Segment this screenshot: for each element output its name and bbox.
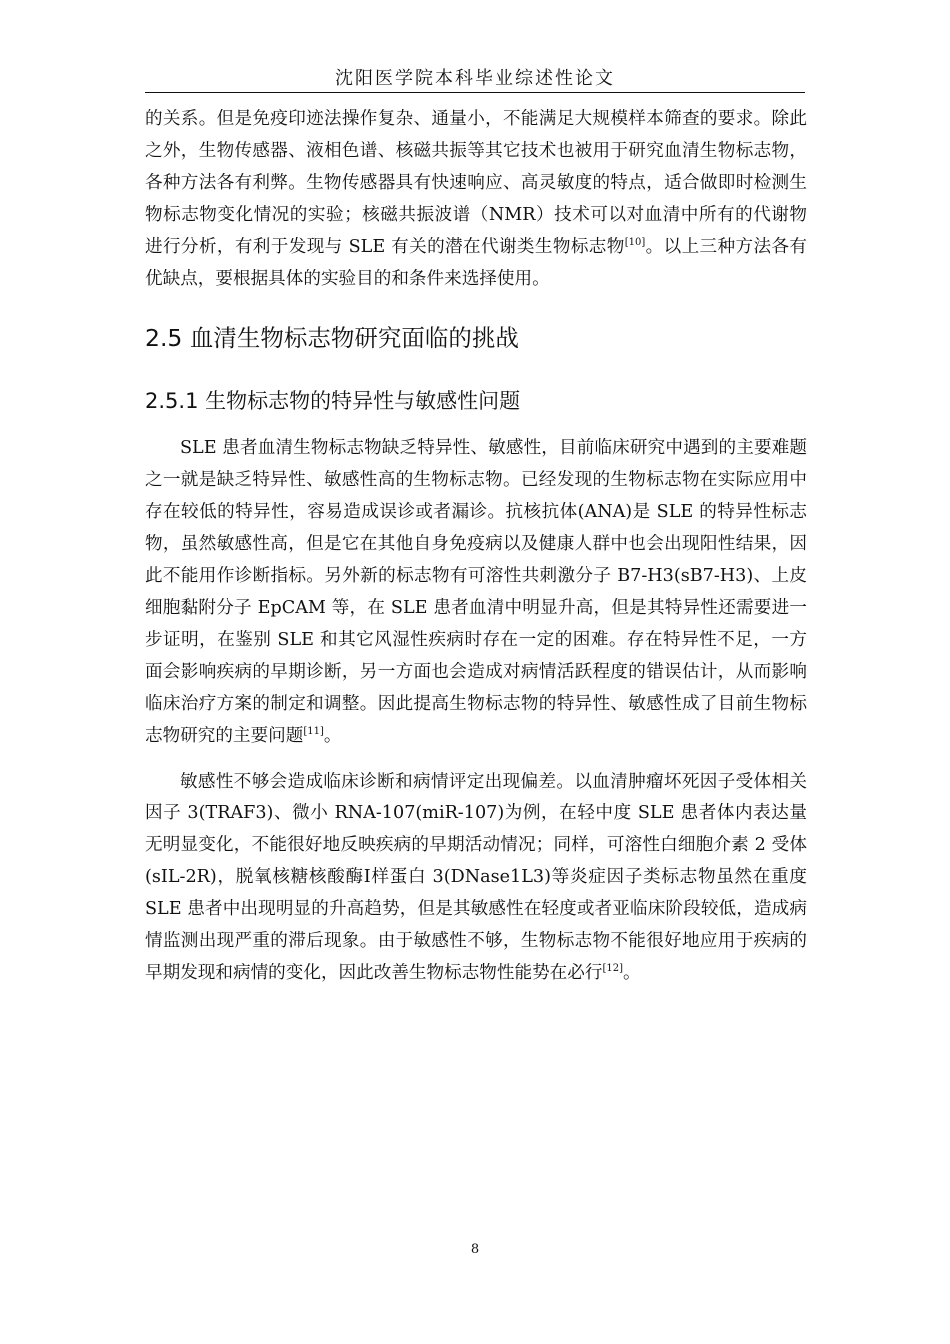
citation-ref: [12] <box>602 962 623 974</box>
paragraph-sensitivity <box>145 767 807 990</box>
paragraph-text-tail: 。以上三种方法各有优缺点，要根据具体的实验目的和条件来选择使用。 <box>145 236 807 289</box>
header-rule <box>145 92 805 93</box>
paragraph-text: 敏感性不够会造成临床诊断和病情评定出现偏差。以血清肿瘤坏死因子受体相关因子 3(TRAF3)、微小 RNA-107(miR-107)为例，在轻中度 SLE 患者体内表达量无明显变化，不能很好地反映疾病的早期活动情况；同样，可溶性白细胞介素 2 受体(sIL-2R)，脱氧核糖核酸酶Ⅰ样蛋白 3(DNase1L3)等炎症因子类标志物虽然在重度 SLE 患者中出现明显的升高趋势，但是其敏感性在轻度或者亚临床阶段较低，造成病情监测出现严重的滞后现象。由于敏感性不够，生物标志物不能很好地应用于疾病的早期发现和病情的变化，因此改善生物标志物性能势在必行 <box>145 771 807 983</box>
paragraph-text-tail: 。 <box>323 725 342 746</box>
section-heading: 2.5 血清生物标志物研究面临的挑战 <box>145 324 519 353</box>
citation-ref: [10] <box>624 236 646 248</box>
paragraph-text: SLE 患者血清生物标志物缺乏特异性、敏感性，目前临床研究中遇到的主要难题之一就是缺乏特异性、敏感性高的生物标志物。已经发现的生物标志物在实际应用中存在较低的特异性，容易造成误诊或者漏诊。抗核抗体(ANA)是 SLE 的特异性标志物，虽然敏感性高，但是它在其他自身免疫病以及健康人群中也会出现阳性结果，因此不能用作诊断指标。另外新的标志物有可溶性共刺激分子 B7-H3(sB7-H3)、上皮细胞黏附分子 EpCAM 等，在 SLE 患者血清中明显升高，但是其特异性还需要进一步证明，在鉴别 SLE 和其它风湿性疾病时存在一定的困难。存在特异性不足，一方面会影响疾病的早期诊断，另一方面也会造成对病情活跃程度的错误估计，从而影响临床治疗方案的制定和调整。因此提高生物标志物的特异性、敏感性成了目前生物标志物研究的主要问题 <box>145 438 807 746</box>
paragraph-specificity <box>145 433 807 752</box>
page-number: 8 <box>470 1242 480 1257</box>
paragraph-text-tail: 。 <box>622 962 641 983</box>
paragraph-text: 的关系。但是免疫印迹法操作复杂、通量小，不能满足大规模样本筛查的要求。除此之外，生物传感器、液相色谱、核磁共振等其它技术也被用于研究血清生物标志物，各种方法各有利弊。生物传感器具有快速响应、高灵敏度的特点，适合做即时检测生物标志物变化情况的实验；核磁共振波谱（NMR）技术可以对血清中所有的代谢物进行分析，有利于发现与 SLE 有关的潜在代谢类生物标志物 <box>145 109 807 257</box>
page-header-title: 沈阳医学院本科毕业综述性论文 <box>335 68 615 89</box>
paragraph-continuation <box>145 104 807 295</box>
page-body <box>145 104 807 990</box>
citation-ref: [11] <box>303 725 324 737</box>
subsection-heading: 2.5.1 生物标志物的特异性与敏感性问题 <box>145 389 521 414</box>
